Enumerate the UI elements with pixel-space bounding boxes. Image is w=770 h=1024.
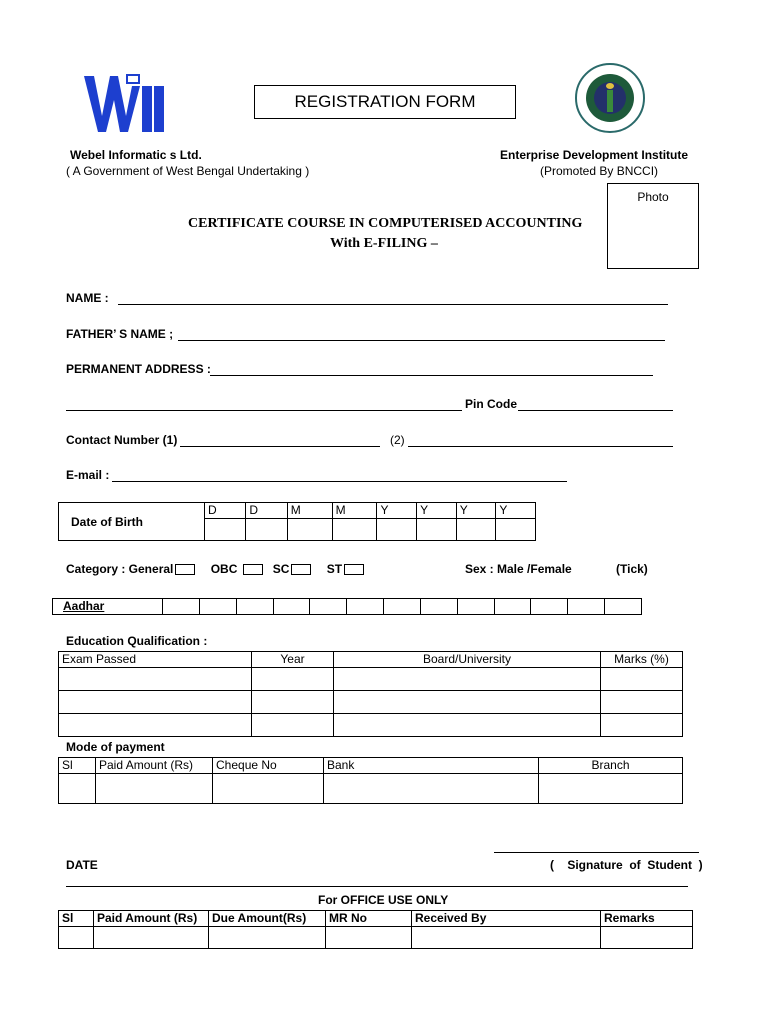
obc-label: OBC <box>210 562 238 576</box>
education-cell[interactable] <box>59 714 252 737</box>
dob-input-cell[interactable] <box>287 519 332 541</box>
pin-code-label: Pin Code <box>465 397 518 411</box>
education-table <box>58 651 683 737</box>
st-label: ST <box>326 562 343 576</box>
contact-1-input-line[interactable] <box>180 446 380 447</box>
payment-header: Branch <box>539 758 683 774</box>
office-header: Received By <box>412 911 601 927</box>
father-name-input-line[interactable] <box>178 340 665 341</box>
education-cell[interactable] <box>252 668 334 691</box>
aadhar-digit-cell[interactable] <box>605 599 642 615</box>
date-of-birth-table <box>58 502 536 541</box>
aadhar-table <box>52 598 642 615</box>
photo-box[interactable] <box>607 183 699 269</box>
email-label: E-mail : <box>66 468 110 482</box>
dob-cell-label: Y <box>377 503 417 519</box>
aadhar-digit-cell[interactable] <box>420 599 457 615</box>
dob-input-cell[interactable] <box>377 519 417 541</box>
education-cell[interactable] <box>252 714 334 737</box>
st-checkbox[interactable] <box>344 564 364 575</box>
aadhar-digit-cell[interactable] <box>384 599 421 615</box>
dob-cell-label: Y <box>496 503 536 519</box>
address-label: PERMANENT ADDRESS : <box>66 362 211 376</box>
aadhar-digit-cell[interactable] <box>568 599 605 615</box>
aadhar-digit-cell[interactable] <box>457 599 494 615</box>
education-cell[interactable] <box>59 668 252 691</box>
category-label: Category : General <box>66 562 174 576</box>
dob-cell-label: Y <box>456 503 496 519</box>
org-right-name: Enterprise Development Institute <box>500 148 689 162</box>
office-table <box>58 910 693 949</box>
office-cell[interactable] <box>209 927 326 949</box>
dob-cell-label: Y <box>417 503 457 519</box>
signature-label: ( Signature of Student ) <box>550 858 703 872</box>
office-header: Paid Amount (Rs) <box>94 911 209 927</box>
dob-input-cell[interactable] <box>496 519 536 541</box>
payment-header: Cheque No <box>213 758 324 774</box>
payment-cell[interactable] <box>96 774 213 804</box>
dob-cell-label: M <box>287 503 332 519</box>
sc-checkbox[interactable] <box>291 564 311 575</box>
office-header: Sl <box>59 911 94 927</box>
education-header: Board/University <box>334 652 601 668</box>
office-cell[interactable] <box>326 927 412 949</box>
photo-label: Photo <box>637 190 669 204</box>
dob-input-cell[interactable] <box>205 519 246 541</box>
webel-logo <box>84 72 164 134</box>
obc-checkbox[interactable] <box>243 564 263 575</box>
education-cell[interactable] <box>334 691 601 714</box>
payment-header: Bank <box>324 758 539 774</box>
aadhar-label: Aadhar <box>53 599 163 615</box>
name-label: NAME : <box>66 291 109 305</box>
aadhar-digit-cell[interactable] <box>347 599 384 615</box>
payment-title: Mode of payment <box>66 740 165 754</box>
aadhar-digit-cell[interactable] <box>199 599 236 615</box>
dob-cell-label: D <box>246 503 287 519</box>
dob-input-cell[interactable] <box>456 519 496 541</box>
pin-code-input-line[interactable] <box>518 410 673 411</box>
payment-cell[interactable] <box>59 774 96 804</box>
org-left-name: Webel Informatic s Ltd. <box>70 148 202 162</box>
separator-line <box>66 886 688 887</box>
education-cell[interactable] <box>601 691 683 714</box>
signature-line[interactable] <box>494 852 699 853</box>
father-name-label: FATHER’ S NAME ; <box>66 327 174 341</box>
aadhar-digit-cell[interactable] <box>273 599 310 615</box>
contact-1-label: Contact Number (1) <box>66 433 178 447</box>
dob-input-cell[interactable] <box>332 519 377 541</box>
aadhar-digit-cell[interactable] <box>494 599 531 615</box>
category-row <box>66 562 364 576</box>
education-cell[interactable] <box>334 668 601 691</box>
payment-cell[interactable] <box>539 774 683 804</box>
tick-label: (Tick) <box>616 562 648 576</box>
payment-cell[interactable] <box>213 774 324 804</box>
payment-header: Paid Amount (Rs) <box>96 758 213 774</box>
aadhar-digit-cell[interactable] <box>310 599 347 615</box>
office-header: MR No <box>326 911 412 927</box>
date-label: DATE <box>66 858 98 872</box>
payment-header: Sl <box>59 758 96 774</box>
office-cell[interactable] <box>59 927 94 949</box>
address-input-line-2[interactable] <box>66 410 462 411</box>
course-subtitle: With E-FILING – <box>330 236 438 251</box>
office-header: Remarks <box>601 911 693 927</box>
contact-2-input-line[interactable] <box>408 446 673 447</box>
aadhar-digit-cell[interactable] <box>531 599 568 615</box>
office-header: Due Amount(Rs) <box>209 911 326 927</box>
education-cell[interactable] <box>601 714 683 737</box>
aadhar-digit-cell[interactable] <box>236 599 273 615</box>
general-checkbox[interactable] <box>175 564 195 575</box>
sc-label: SC <box>272 562 290 576</box>
dob-cell-label: D <box>205 503 246 519</box>
dob-input-cell[interactable] <box>246 519 287 541</box>
payment-table <box>58 757 683 804</box>
education-header: Exam Passed <box>59 652 252 668</box>
office-cell[interactable] <box>94 927 209 949</box>
address-input-line[interactable] <box>210 375 653 376</box>
org-left-sub: ( A Government of West Bengal Undertaking ) <box>66 164 310 178</box>
office-cell[interactable] <box>601 927 693 949</box>
office-use-title: For OFFICE USE ONLY <box>318 893 449 907</box>
name-input-line[interactable] <box>118 304 668 305</box>
dob-cell-label: M <box>332 503 377 519</box>
education-cell[interactable] <box>252 691 334 714</box>
education-header: Year <box>252 652 334 668</box>
dob-label: Date of Birth <box>59 503 205 541</box>
office-cell[interactable] <box>412 927 601 949</box>
sex-label: Sex : Male /Female <box>465 562 572 576</box>
education-cell[interactable] <box>334 714 601 737</box>
education-header: Marks (%) <box>601 652 683 668</box>
education-cell[interactable] <box>601 668 683 691</box>
aadhar-digit-cell[interactable] <box>163 599 200 615</box>
payment-cell[interactable] <box>324 774 539 804</box>
contact-2-label: (2) <box>390 433 405 447</box>
course-title: CERTIFICATE COURSE IN COMPUTERISED ACCOUNTING <box>188 216 583 231</box>
dob-input-cell[interactable] <box>417 519 457 541</box>
form-title: REGISTRATION FORM <box>294 92 476 111</box>
education-title: Education Qualification : <box>66 634 208 648</box>
edi-seal-logo <box>574 62 646 134</box>
education-cell[interactable] <box>59 691 252 714</box>
org-right-sub: (Promoted By BNCCI) <box>540 164 659 178</box>
form-title-box <box>254 85 516 119</box>
email-input-line[interactable] <box>112 481 567 482</box>
